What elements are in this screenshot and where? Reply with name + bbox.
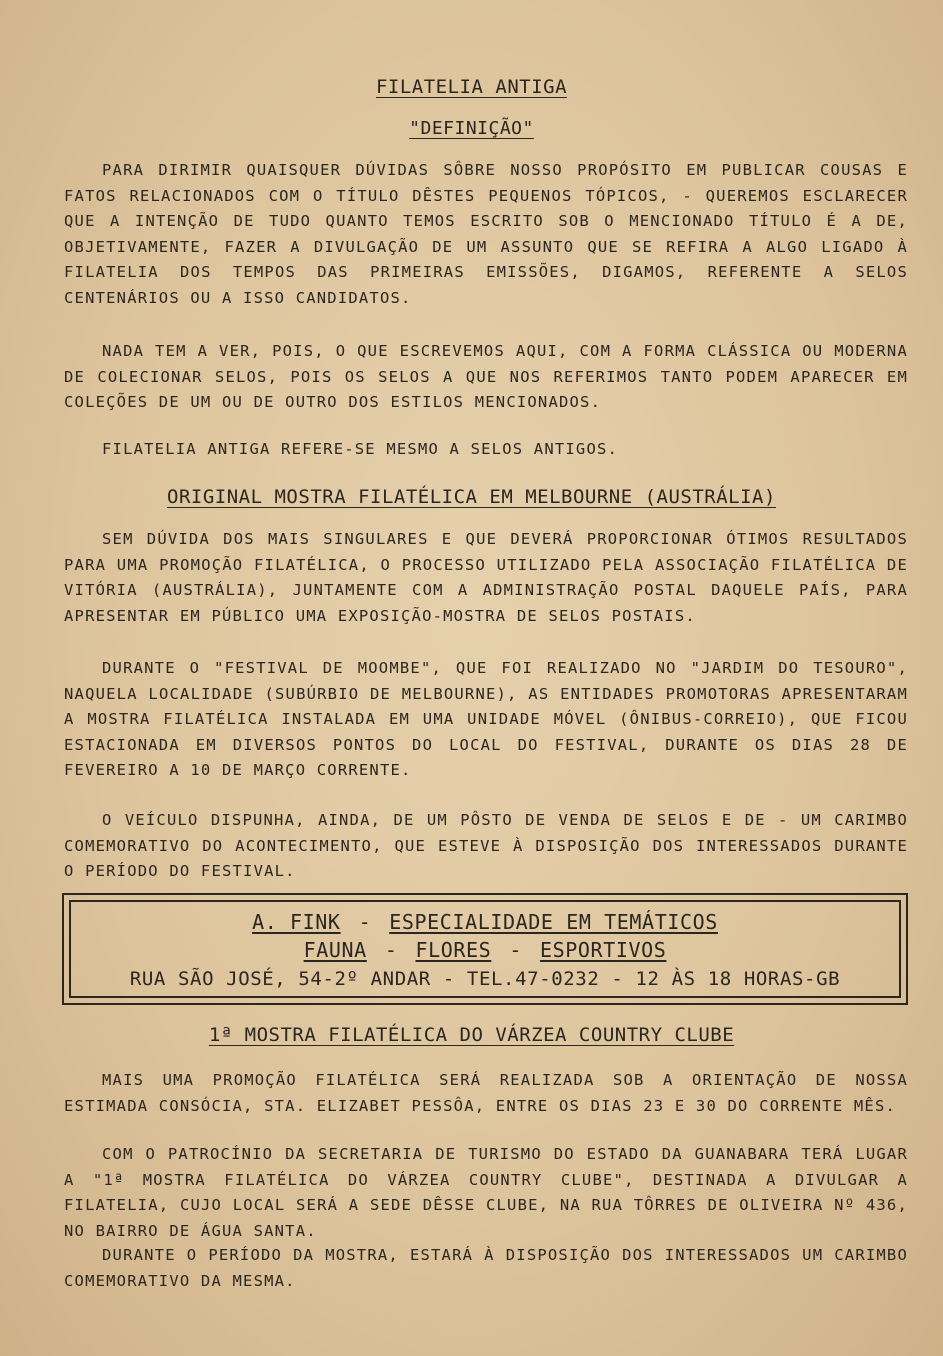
advertisement-inner-border (69, 900, 901, 998)
ad-category-esportivos: ESPORTIVOS (539, 938, 667, 962)
paragraph-varzea-1: MAIS UMA PROMOÇÃO FILATÉLICA SERÁ REALIZADA SOB A ORIENTAÇÃO DE NOSSA ESTIMADA CONSÓCIA, STA. ELIZABET PESSÔA, ENTRE OS DIAS 23 E 30 DO CORRENTE MÊS. (64, 1071, 908, 1115)
ad-contact-line: RUA SÃO JOSÉ, 54-2º ANDAR - TEL.47-0232 - 12 ÀS 18 HORAS-GB (129, 968, 841, 990)
section-title-filatelia-antiga: FILATELIA ANTIGA (375, 76, 568, 98)
ad-categories (71, 938, 899, 962)
ad-name: A. FINK (252, 910, 341, 934)
ad-specialty: ESPECIALIDADE EM TEMÁTICOS (389, 910, 718, 934)
paragraph-melbourne-3: O VEÍCULO DISPUNHA, AINDA, DE UM PÔSTO DE VENDA DE SELOS E DE - UM CARIMBO COMEMORATIVO DO ACONTECIMENTO, QUE ESTEVE À DISPOSIÇÃO DOS INTERESSADOS DURANTE O PERÍODO DO FESTIVAL. (64, 811, 908, 881)
section-subtitle-definicao: "DEFINIÇÃO" (409, 118, 534, 139)
paragraph-varzea-2: COM O PATROCÍNIO DA SECRETARIA DE TURISMO DO ESTADO DA GUANABARA TERÁ LUGAR A "1ª MOSTRA FILATÉLICA DO VÁRZEA COUNTRY CLUBE", DESTINADA A DIVULGAR A FILATELIA, CUJO LOCAL SERÁ A SEDE DÊSSE CLUBE, NA RUA TÔRRES DE OLIVEIRA Nº 436, NO BAIRRO DE ÁGUA SANTA. (64, 1145, 908, 1240)
advertisement-box (62, 893, 908, 1005)
paragraph-melbourne-2: DURANTE O "FESTIVAL DE MOOMBE", QUE FOI REALIZADO NO "JARDIM DO TESOURO", NAQUELA LOCALIDADE (SUBÚRBIO DE MELBOURNE), AS ENTIDADES PROMOTORAS APRESENTARAM A MOSTRA FILATÉLICA INSTALADA EM UMA UNIDADE MÓVEL (ÔNIBUS-CORREIO), QUE FICOU ESTACIONADA EM DIVERSOS PONTOS DO LOCAL DO FESTIVAL, DURANTE OS DIAS 28 DE FEVEREIRO A 10 DE MARÇO CORRENTE. (64, 659, 908, 780)
paragraph-melbourne-1: SEM DÚVIDA DOS MAIS SINGULARES E QUE DEVERÁ PROPORCIONAR ÓTIMOS RESULTADOS PARA UMA PROMOÇÃO FILATÉLICA, O PROCESSO UTILIZADO PELA ASSOCIAÇÃO FILATÉLICA DE VITÓRIA (AUSTRÁLIA), JUNTAMENTE COM A ADMINISTRAÇÃO POSTAL DAQUELE PAÍS, PARA APRESENTAR EM PÚBLICO UMA EXPOSIÇÃO-MOSTRA DE SELOS POSTAIS. (64, 530, 908, 625)
paragraph-filatelia-2: NADA TEM A VER, POIS, O QUE ESCREVEMOS AQUI, COM A FORMA CLÁSSICA OU MODERNA DE COLECIONAR SELOS, POIS OS SELOS A QUE NOS REFERIMOS TANTO PODEM APARECER EM COLEÇÕES DE UM OU DE OUTRO DOS ESTILOS MENCIONADOS. (64, 342, 908, 412)
section-title-varzea: 1ª MOSTRA FILATÉLICA DO VÁRZEA COUNTRY CLUBE (208, 1024, 735, 1046)
paragraph-filatelia-3: FILATELIA ANTIGA REFERE-SE MESMO A SELOS ANTIGOS. (102, 440, 619, 458)
section-title-melbourne: ORIGINAL MOSTRA FILATÉLICA EM MELBOURNE (AUSTRÁLIA) (167, 486, 776, 508)
ad-dash-1: - (358, 910, 372, 934)
ad-dash-2: - (384, 938, 398, 962)
ad-category-fauna: FAUNA (303, 938, 367, 962)
ad-dash-3: - (509, 938, 522, 962)
paragraph-varzea-3: DURANTE O PERÍODO DA MOSTRA, ESTARÁ À DISPOSIÇÃO DOS INTERESSADOS UM CARIMBO COMEMORATIVO DA MESMA. (64, 1246, 908, 1290)
ad-category-flores: FLORES (415, 938, 492, 962)
ad-headline (71, 910, 899, 934)
paragraph-filatelia-1: PARA DIRIMIR QUAISQUER DÚVIDAS SÔBRE NOSSO PROPÓSITO EM PUBLICAR COUSAS E FATOS RELACIONADOS COM O TÍTULO DÊSTES PEQUENOS TÓPICOS, - QUEREMOS ESCLARECER QUE A INTENÇÃO DE TUDO QUANTO TEMOS ESCRITO SOB O MENCIONADO TÍTULO É A DE, OBJETIVAMENTE, FAZER A DIVULGAÇÃO DE UM ASSUNTO QUE SE REFIRA A ALGO LIGADO À FILATELIA DOS TEMPOS DAS PRIMEIRAS EMISSÕES, DIGAMOS, REFERENTE A SELOS CENTENÁRIOS OU A ISSO CANDIDATOS. (64, 161, 908, 307)
